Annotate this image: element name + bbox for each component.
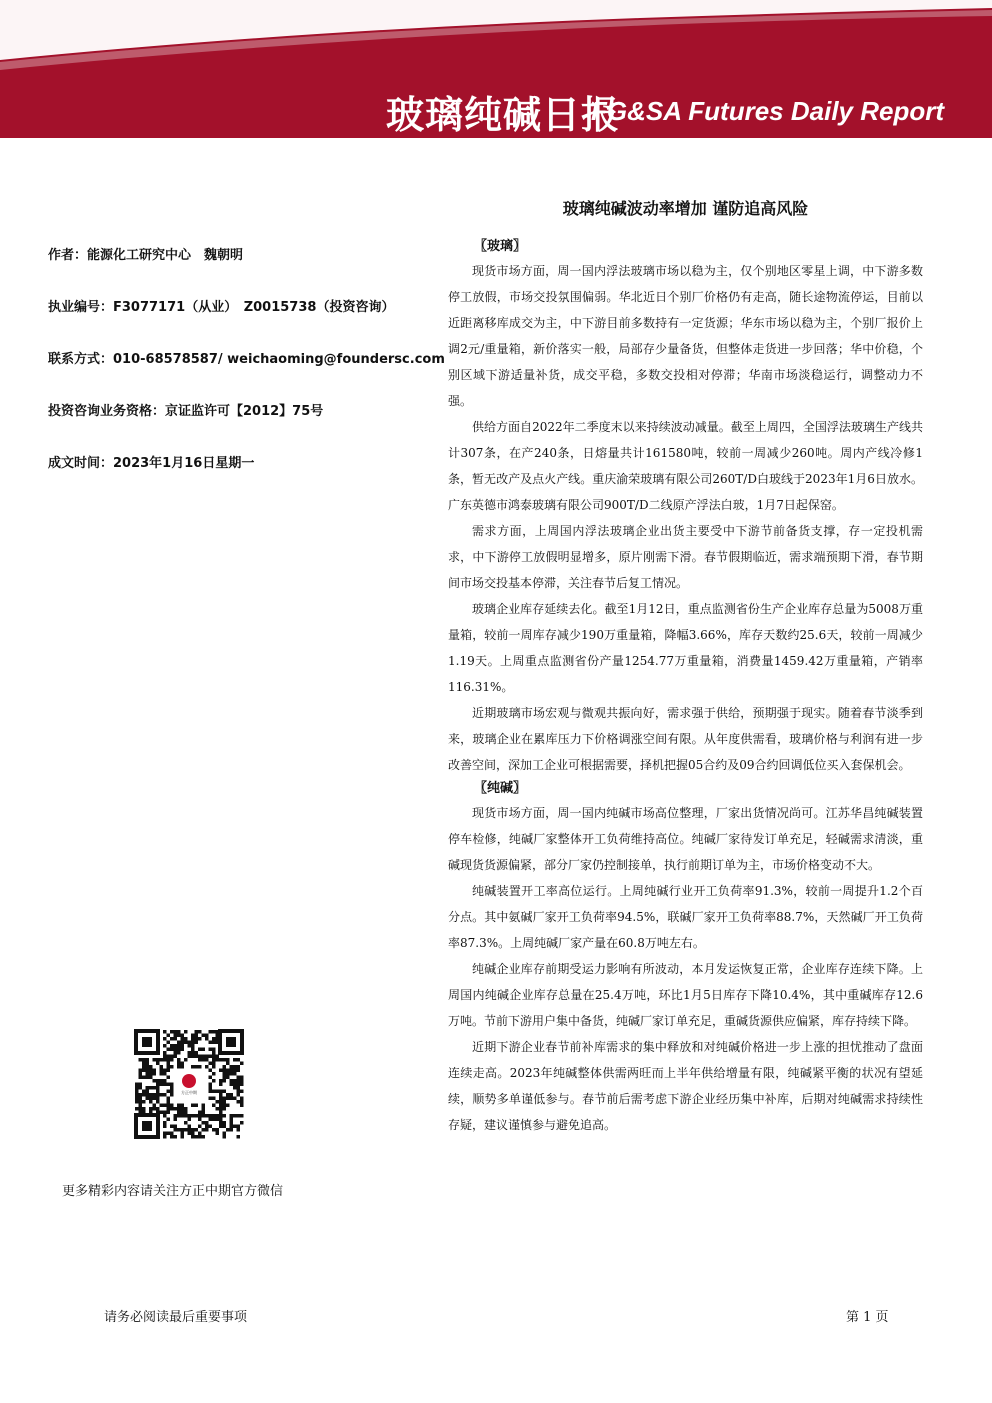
- section-heading-glass: 〖玻璃〗: [474, 239, 527, 254]
- report-title-cn: 玻璃纯碱日报: [385, 93, 620, 137]
- paragraph: 纯碱企业库存前期受运力影响有所波动，本月发运恢复正常，企业库存连续下降。上周国内纯碱企业库存总量在25.4万吨，环比1月5日库存下降10.4%，其中重碱库存12.6万吨。节前下游用户集中备货，纯碱厂家订单充足，重碱货源供应偏紧，库存持续下降。: [448, 962, 923, 1028]
- document-title: 玻璃纯碱波动率增加 谨防追高风险: [562, 199, 809, 218]
- paragraph: 现货市场方面，周一国内浮法玻璃市场以稳为主，仅个别地区零星上调，中下游多数停工放假，市场交投氛围偏弱。华北近日个别厂价格仍有走高，随长途物流停运，目前以近距离移库成交为主，中下游目前多数持有一定货源；华东市场以稳为主，个别厂报价上调2元/重量箱，新价落实一般，局部存少量备货，但整体走货进一步回落；华中价稳，个别区域下游适量补货，成交平稳，多数交投相对停滞；华南市场淡稳运行，调整动力不强。: [448, 264, 923, 408]
- footer-notice: 请务必阅读最后重要事项: [104, 1310, 248, 1325]
- author-line: 作者：能源化工研究中心 魏朝明: [48, 248, 244, 263]
- report-title-en: FG&SA Futures Daily Report: [591, 96, 944, 126]
- license-line: 执业编号：F3077171（从业） Z0015738（投资咨询）: [48, 300, 395, 315]
- paragraph: 近期玻璃市场宏观与微观共振向好，需求强于供给，预期强于现实。随着春节淡季到来，玻璃企业在累库压力下价格调涨空间有限。从年度供需看，玻璃价格与利润有进一步改善空间，深加工企业可根据需要，择机把握05合约及09合约回调低位买入套保机会。: [448, 706, 923, 772]
- paragraph: 需求方面，上周国内浮法玻璃企业出货主要受中下游节前备货支撑，存一定投机需求，中下游停工放假明显增多，原片刚需下滑。春节假期临近，需求端预期下滑，春节期间市场交投基本停滞，关注春节后复工情况。: [448, 524, 923, 590]
- wechat-qr-code[interactable]: [134, 1029, 244, 1139]
- paragraph: 近期下游企业春节前补库需求的集中释放和对纯碱价格进一步上涨的担忧推动了盘面连续走高。2023年纯碱整体供需两旺而上半年供给增量有限，纯碱紧平衡的状况有望延续，顺势多单谨低参与。春节前后需考虑下游企业经历集中补库，后期对纯碱需求持续性存疑，建议谨慎参与避免追高。: [448, 1040, 923, 1132]
- qr-logo-label: 方正中期: [181, 1090, 197, 1095]
- qr-caption: 更多精彩内容请关注方正中期官方微信: [62, 1184, 284, 1199]
- paragraph: 纯碱装置开工率高位运行。上周纯碱行业开工负荷率91.3%，较前一周提升1.2个百分点。其中氨碱厂家开工负荷率94.5%，联碱厂家开工负荷率88.7%，天然碱厂开工负荷率87.3%。上周纯碱厂家产量在60.8万吨左右。: [448, 884, 923, 950]
- report-body: [448, 236, 923, 1138]
- paragraph: 玻璃企业库存延续去化。截至1月12日，重点监测省份生产企业库存总量为5008万重量箱，较前一周库存减少190万重量箱，降幅3.66%，库存天数约25.6天，较前一周减少1.19天。上周重点监测省份产量1254.77万重量箱，消费量1459.42万重量箱，产销率116.31%。: [448, 602, 923, 694]
- contact-line: 联系方式：010-68578587/ weichaoming@foundersc.com: [48, 352, 445, 367]
- paragraph: 现货市场方面，周一国内纯碱市场高位整理，厂家出货情况尚可。江苏华昌纯碱装置停车检修，纯碱厂家整体开工负荷维持高位。纯碱厂家待发订单充足，轻碱需求清淡，重碱现货货源偏紧，部分厂家仍控制接单，执行前期订单为主，市场价格变动不大。: [448, 806, 923, 872]
- date-line: 成文时间：2023年1月16日星期一: [48, 456, 255, 471]
- page-number: 第 1 页: [846, 1310, 889, 1325]
- section-heading-soda: 〖纯碱〗: [474, 781, 527, 796]
- brand-logo-icon: [182, 1074, 196, 1088]
- header-banner: [0, 0, 992, 138]
- paragraph: 供给方面自2022年二季度末以来持续波动减量。截至上周四，全国浮法玻璃生产线共计307条，在产240条，日熔量共计161580吨，较前一周减少260吨。周内产线冷修1条，暂无改产及点火产线。重庆渝荣玻璃有限公司260T/D白玻线于2023年1月6日放水。广东英德市鸿泰玻璃有限公司900T/D二线原产浮法白玻，1月7日起保窑。: [448, 420, 923, 512]
- qualification-line: 投资咨询业务资格：京证监许可【2012】75号: [48, 404, 324, 419]
